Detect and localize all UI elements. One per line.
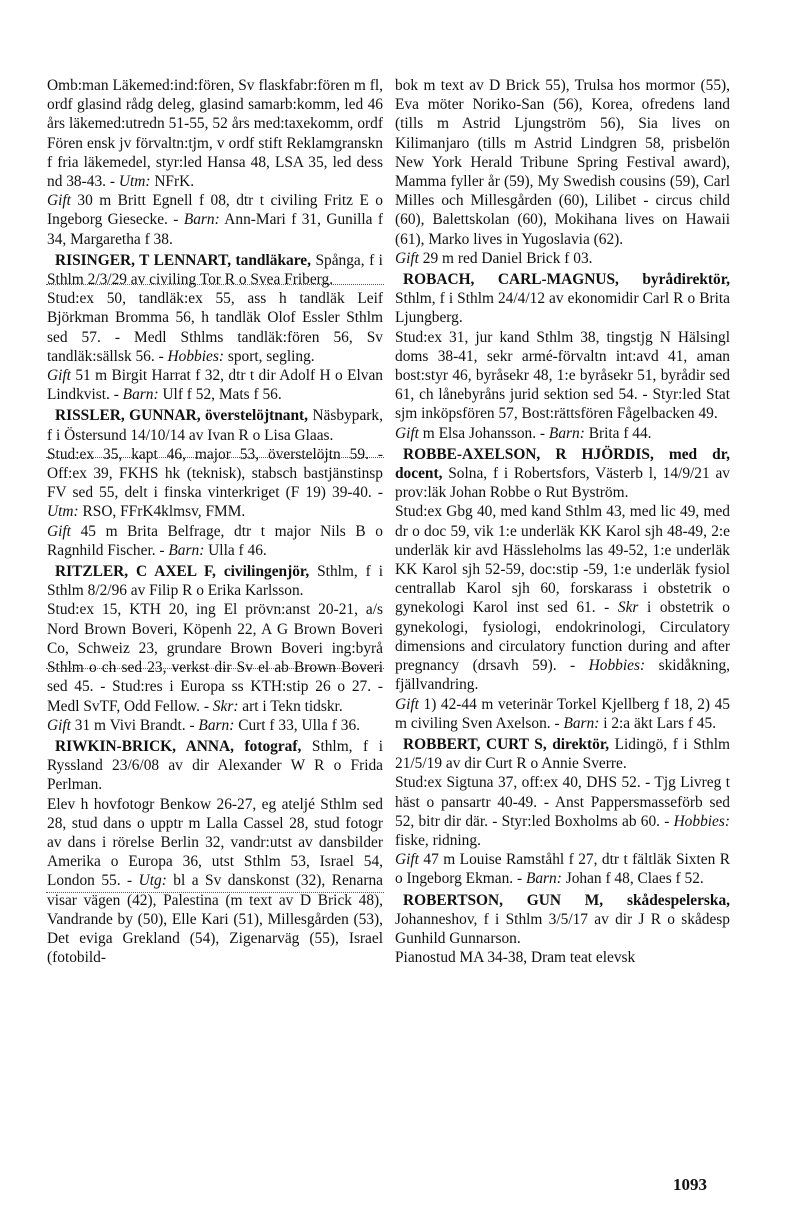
entry-name: ROBERTSON, GUN M, xyxy=(403,891,604,909)
entry-career: Stud:ex 15, KTH 20, ing El prövn:anst 20-21, a/s Nord Brown Boveri, Köpenh 22, A G Brown Boveri Co, Schweiz 23, grundare Brown Boveri ing:byrå Sthlm o ch sed 23, verkst dir Sv el ab Brown Boveri sed 45. - Stud:res i Europa ss KTH:stip 26 o 27. - Medl SvTF, Odd Fellow. - xyxy=(47,601,383,715)
barn-text: Brita f 44. xyxy=(584,424,652,442)
skr-label: Skr: xyxy=(212,697,239,715)
gift-label: Gift xyxy=(395,424,419,442)
entry-occupation: civilingenjör, xyxy=(223,563,310,581)
gift-label: Gift xyxy=(47,367,71,385)
hobbies-label: Hobbies: xyxy=(588,657,646,675)
entry-intro: Sthlm, f i Sthlm 24/4/12 av ekonomidir Carl R o Brita Ljungberg. xyxy=(395,290,730,327)
hobbies-text: fiske, ridning. xyxy=(395,831,481,849)
entry-robertson xyxy=(395,891,730,968)
skr-text: i obstetrik o gynekologi, fysiologi, endokrinologi, Circulatory dimensions and circulatory function during and after pregnancy (drsavh 59). - xyxy=(395,599,730,675)
entry-robbert xyxy=(395,735,730,889)
barn-text: Ulf f 52, Mats f 56. xyxy=(158,386,282,404)
gift-label: Gift xyxy=(47,522,71,540)
entry-ritzler xyxy=(47,562,383,735)
gift-label: Gift xyxy=(47,192,71,210)
hobbies-label: Hobbies: xyxy=(673,812,730,830)
gift-label: Gift xyxy=(395,851,419,869)
entry-name: RISSLER, GUNNAR, xyxy=(55,407,201,425)
barn-label: Barn: xyxy=(168,541,205,559)
entry-career: Stud:ex 35, kapt 46, major 53, överstelöjtn 59. - Off:ex 39, FKHS hk (teknisk), stabsch bastjänstinsp FV sed 55, delt i finska vinterkriget (F 19) 39-40. - xyxy=(47,445,383,502)
page-number: 1093 xyxy=(673,1175,707,1194)
entry-occupation: byrådirektör, xyxy=(642,271,730,289)
entry-career: Stud:ex Gbg 40, med kand Sthlm 43, med lic 49, med dr o doc 59, vik 1:e underläk KK Karol sjh 48-49, 2:e underläk kir avd Hässleholms las 49-52, 1:e underläk KK Karol sjh 52-59, doc:stip -59, 1:e underläk fysiol centrallab Karol sjh 60, forskarass i obstetrik o gynekologi Karol inst sed 61. - xyxy=(395,503,730,617)
barn-text: i 2:a äkt Lars f 45. xyxy=(599,714,717,732)
gift-text: 1) 42-44 m veterinär Torkel Kjellberg f 18, 2) 45 m civiling Sven Axelson. - xyxy=(395,695,730,732)
gift-text: 30 m Britt Egnell f 08, dtr t civiling Fritz E o Ingeborg Giesecke. - xyxy=(47,192,383,229)
gift-text: 47 m Louise Ramståhl f 27, dtr t fältläk Sixten R o Ingeborg Ekman. - xyxy=(395,851,730,888)
entry-occupation: med dr, docent, xyxy=(395,445,730,483)
entry-robach xyxy=(395,270,730,443)
barn-text: Johan f 48, Claes f 52. xyxy=(561,870,704,888)
right-column xyxy=(395,76,730,967)
barn-label: Barn: xyxy=(563,714,600,732)
gift-text: 45 m Brita Belfrage, dtr t major Nils B o Ragnhild Fischer. - xyxy=(47,522,383,559)
barn-label: Barn: xyxy=(122,386,159,404)
entry-risinger xyxy=(47,251,383,405)
entry-intro: Johanneshov, f i Sthlm 3/5/17 av dir J R o skådesp Gunhild Gunnarson. xyxy=(395,910,730,947)
entry-career: Stud:ex 31, jur kand Sthlm 38, tingstjg N Hälsingl doms 38-41, sekr armé-förvaltn int:avd 41, aman bost:styr 46, byråsekr 48, 1:e byråsekr 51, byrådir sed 61, ch lånebyråns jurid sektion sed 54. - Styr:led Stat sjm inköpsfören 57, Bost:rättsfören Fågelbacken 49. xyxy=(395,328,730,423)
entry-intro: Näsbypark, f i Östersund 14/10/14 av Ivan R o Lisa Glaas. xyxy=(47,407,383,444)
entry-occupation: direktör, xyxy=(552,735,610,753)
hobbies-label: Hobbies: xyxy=(167,347,224,365)
gift-label: Gift xyxy=(395,695,419,713)
gift-text: 51 m Birgit Harrat f 32, dtr t dir Adolf H o Elvan Lindkvist. - xyxy=(47,367,383,404)
entry-continued xyxy=(47,76,383,249)
utm-label: Utm: xyxy=(47,503,79,521)
entry-career: Pianostud MA 34-38, Dram teat elevsk xyxy=(395,949,636,967)
entry-riwkin-brick xyxy=(47,737,383,967)
barn-label: Barn: xyxy=(198,716,235,734)
entry-robbe-axelson xyxy=(395,445,730,733)
entry-occupation: överstelöjtnant, xyxy=(204,407,308,425)
barn-text: Ann-Mari f 31, Gunilla f 34, Margaretha f 38. xyxy=(47,211,383,248)
gift-text: m Elsa Johansson. - xyxy=(418,424,549,442)
utm-text: RSO, FFrK4klmsv, FMM. xyxy=(78,503,246,521)
hobbies-text: sport, segling. xyxy=(223,347,315,365)
entry-name: RITZLER, C AXEL F, xyxy=(55,563,216,581)
skr-label: Skr xyxy=(617,599,639,617)
entry-rissler xyxy=(47,406,383,560)
entry-career: Elev h hovfotogr Benkow 26-27, eg ateljé Sthlm sed 28, stud dans o upptr m Lalla Cassel 28, stud fotogr av dans i rörelse Berlin 32, vandr:utst av dansbilder Amerika o Europa 36, utst Sthlm 53, Israel 54, London 55. - xyxy=(47,795,383,890)
gift-label: Gift xyxy=(395,249,419,267)
utm-label: Utm: xyxy=(118,173,151,191)
utm-text: NFrK. xyxy=(150,173,195,191)
entry-name: ROBBE-AXELSON, R HJÖRDIS, xyxy=(403,445,654,463)
hobbies-text: skidåkning, fjällvandring. xyxy=(395,657,730,694)
entry-intro: Spånga, f i Sthlm 2/3/29 av civiling Tor R o Svea Friberg. xyxy=(47,251,383,289)
entry-intro: Lidingö, f i Sthlm 21/5/19 av dir Curt R o Annie Sverre. xyxy=(395,735,730,773)
barn-label: Barn: xyxy=(183,211,220,229)
entry-text: bok m text av D Brick 55), Trulsa hos mormor (55), Eva möter Noriko-San (56), Korea, ofredens land (tills m Astrid Ljungström 56), Sia lives on Kilimanjaro (tills m Astrid Lindgren 58, prisbelön New York Herald Tribune Spring Festival award), Mamma fyller år (59), My Swedish cousins (59), Carl Milles och Millesgården (60), Lilibet - circus child (60), Balettskolan (60), Mokihana lives on Hawaii (61), Marko lives in Yugoslavia (62). xyxy=(395,77,730,248)
barn-text: Curt f 33, Ulla f 36. xyxy=(234,716,361,734)
gift-text: 29 m red Daniel Brick f 03. xyxy=(418,249,593,267)
skr-text: art i Tekn tidskr. xyxy=(238,697,343,715)
entry-occupation: skådespelerska, xyxy=(626,891,730,909)
entry-intro: Solna, f i Robertsfors, Västerb l, 14/9/21 av prov:läk Johan Robbe o Rut Byström. xyxy=(395,465,730,502)
gift-label: Gift xyxy=(47,716,71,734)
barn-text: Ulla f 46. xyxy=(204,541,267,559)
entry-continued xyxy=(395,76,730,268)
entry-intro: Sthlm, f i Sthlm 8/2/96 av Filip R o Erika Karlsson. xyxy=(47,563,383,600)
entry-text: Omb:man Läkemed:ind:fören, Sv flaskfabr:fören m fl, ordf glasind rådg deleg, glasind samarb:komm, led 46 års läkemed:utredn 51-55, 52 års med:taxekomm, ordf Fören ensk jv förvaltn:tjm, v ordf stift Reklamgranskn f fria läkemedel, styr:led Hansa 48, LSA 35, led dess nd 38-43. - xyxy=(47,77,383,191)
entry-career: Stud:ex Sigtuna 37, off:ex 40, DHS 52. - Tjg Livreg t häst o pansartr 40-49. - Anst Pappersmasseförb sed 52, bitr dir där. - Styr:led Boxholms ab 60. - xyxy=(395,774,730,830)
barn-label: Barn: xyxy=(548,424,585,442)
entry-name: RISINGER, T LENNART, xyxy=(55,251,232,269)
left-column xyxy=(47,76,383,967)
barn-label: Barn: xyxy=(525,870,562,888)
entry-name: ROBACH, CARL-MAGNUS, xyxy=(403,271,619,289)
entry-name: RIWKIN-BRICK, ANNA, xyxy=(55,737,234,755)
entry-intro: Sthlm, f i Ryssland 23/6/08 av dir Alexander W R o Frida Perlman. xyxy=(47,737,383,794)
entry-occupation: fotograf, xyxy=(244,737,302,755)
gift-text: 31 m Vivi Brandt. - xyxy=(70,716,199,734)
utg-text: bl a Sv danskonst (32), Renarna visar vägen (42), Palestina (m text av D Brick 48), Vandrande by (50), Elle Kari (51), Millesgården (53), Det eviga Grekland (54), Zigenarväg (55), Israel (fotobild- xyxy=(47,872,383,967)
utg-label: Utg: xyxy=(138,872,167,890)
entry-name: ROBBERT, CURT S, xyxy=(403,735,547,753)
entry-career: Stud:ex 50, tandläk:ex 55, ass h tandläk Leif Björkman Bromma 56, h tandläk Olof Essler Sthlm sed 57. - Medl Sthlms tandläk:fören 56, Sv tandläk:sällsk 56. - xyxy=(47,290,383,365)
entry-occupation: tandläkare, xyxy=(235,251,311,269)
